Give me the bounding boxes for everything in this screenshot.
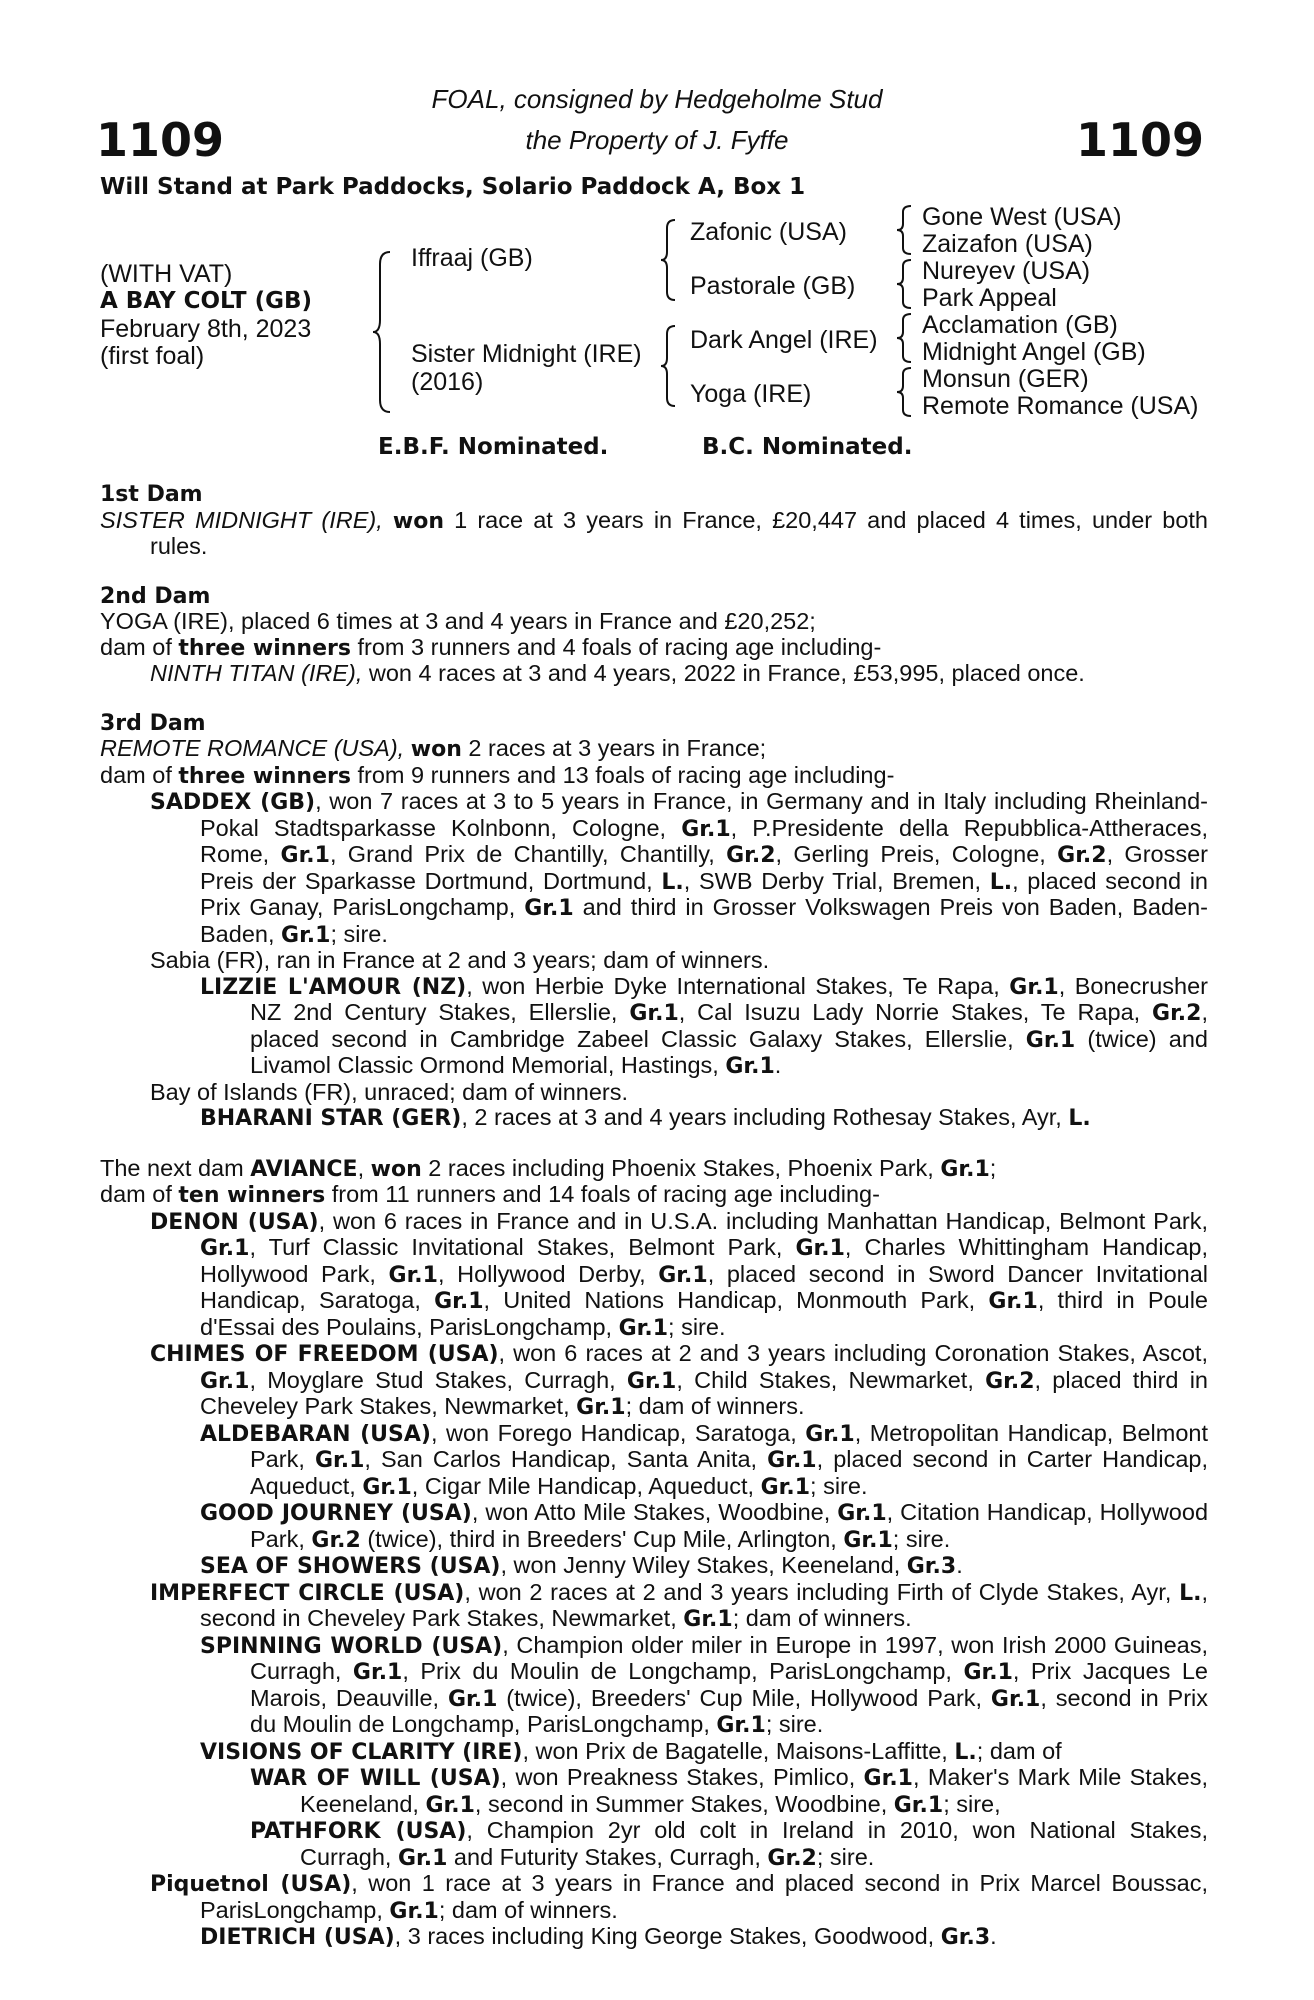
third-dam-line: REMOTE ROMANCE (USA), won 2 races at 3 years in France;: [100, 735, 767, 762]
spinning-world-entry: SPINNING WORLD (USA), Champion older miler in Europe in 1997, won Irish 2000 Guineas, Curragh, Gr.1, Prix du Moulin de Longchamp, ParisLongchamp, Gr.1, Prix Jacques Le Marois, Deauville, Gr.1 (twice), Breeders' Cup Mile, Hollywood Park, Gr.1, second in Prix du Moulin de Longchamp, ParisLongchamp, Gr.1; sire.: [200, 1631, 1208, 1738]
gg-1: Gone West (USA): [922, 203, 1122, 231]
pedigree-brace-main: [372, 250, 394, 415]
sire-sire-name: Zafonic (USA): [690, 218, 847, 246]
pedigree-brace-g1: [896, 204, 914, 256]
catalogue-body: [100, 482, 1208, 1951]
next-dam-line: The next dam AVIANCE, won 2 races including Phoenix Stakes, Phoenix Park, Gr.1;: [100, 1154, 997, 1182]
dietrich-entry: DIETRICH (USA), 3 races including King George Stakes, Goodwood, Gr.3.: [200, 1923, 997, 1950]
chimes-entry: CHIMES OF FREEDOM (USA), won 6 races at 2 and 3 years including Coronation Stakes, Ascot, Gr.1, Moyglare Stud Stakes, Curragh, Gr.1, Child Stakes, Newmarket, Gr.2, placed third in Cheveley Park Stakes, Newmarket, Gr.1; dam of winners.: [150, 1340, 1209, 1420]
lizzie-entry: LIZZIE L'AMOUR (NZ), won Herbie Dyke International Stakes, Te Rapa, Gr.1, Bonecrusher NZ 2nd Century Stakes, Ellerslie, Gr.1, Cal Isuzu Lady Norrie Stakes, Te Rapa, Gr.2, placed second in Cambridge Zabeel Classic Galaxy Stakes, Ellerslie, Gr.1 (twice) and Livamol Classic Ormond Memorial, Hastings, Gr.1.: [200, 972, 1208, 1079]
aldebaran-entry: ALDEBARAN (USA), won Forego Handicap, Saratoga, Gr.1, Metropolitan Handicap, Belmont Park, Gr.1, San Carlos Handicap, Santa Anita, Gr.1, placed second in Carter Handicap, Aqueduct, Gr.1, Cigar Mile Handicap, Aqueduct, Gr.1; sire.: [200, 1419, 1209, 1500]
saddex-entry: SADDEX (GB), won 7 races at 3 to 5 years in France, in Germany and in Italy including Rheinland-Pokal Stadtsparkasse Kolnbonn, Cologne, Gr.1, P.Presidente della Repubblica-Attheraces, Rome, Gr.1, Grand Prix de Chantilly, Chantilly, Gr.2, Gerling Preis, Cologne, Gr.2, Grosser Preis der Sparkasse Dortmund, Dortmund, L., SWB Derby Trial, Bremen, L., placed second in Prix Ganay, ParisLongchamp, Gr.1 and third in Grosser Volkswagen Preis von Baden, Baden-Baden, Gr.1; sire.: [150, 788, 1209, 948]
pathfork-entry: PATHFORK (USA), Champion 2yr old colt in Ireland in 2010, won National Stakes, Curragh, Gr.1 and Futurity Stakes, Curragh, Gr.2; sire.: [250, 1817, 1208, 1871]
denon-entry: DENON (USA), won 6 races in France and in U.S.A. including Manhattan Handicap, Belmont Park, Gr.1, Turf Classic Invitational Stakes, Belmont Park, Gr.1, Charles Whittingham Handicap, Hollywood Park, Gr.1, Hollywood Derby, Gr.1, placed second in Sword Dancer Invitational Handicap, Saratoga, Gr.1, United Nations Handicap, Monmouth Park, Gr.1, third in Poule d'Essai des Poulains, ParisLongchamp, Gr.1; sire.: [150, 1207, 1209, 1341]
pedigree-brace-dam: [660, 324, 678, 408]
gg-8: Remote Romance (USA): [922, 392, 1199, 420]
first-dam-entry: SISTER MIDNIGHT (IRE), won 1 race at 3 years in France, £20,447 and placed 4 times, under both rules.: [100, 506, 1208, 559]
vat-note: (WITH VAT): [100, 260, 233, 288]
bc-nomination: B.C. Nominated.: [702, 434, 913, 460]
gg-2: Zaizafon (USA): [922, 230, 1093, 258]
third-dam-produce: dam of three winners from 9 runners and 13 foals of racing age including-: [100, 761, 895, 789]
war-of-will-entry: WAR OF WILL (USA), won Preakness Stakes, Pimlico, Gr.1, Maker's Mark Mile Stakes, Keeneland, Gr.1, second in Summer Stakes, Woodbine, Gr.1; sire,: [250, 1764, 1208, 1818]
property-line: the Property of J. Fyffe: [525, 125, 789, 155]
first-dam-heading: 1st Dam: [100, 482, 203, 507]
lot-number-left: 1109: [96, 113, 225, 167]
pedigree-brace-sire: [660, 218, 678, 302]
gg-7: Monsun (GER): [922, 365, 1089, 393]
horse-name: A BAY COLT (GB): [100, 288, 313, 314]
visions-of-clarity-entry: VISIONS OF CLARITY (IRE), won Prix de Bagatelle, Maisons-Laffitte, L.; dam of: [200, 1737, 1062, 1765]
bharani-entry: BHARANI STAR (GER), 2 races at 3 and 4 years including Rothesay Stakes, Ayr, L.: [200, 1104, 1091, 1131]
pedigree-brace-g3: [896, 312, 914, 364]
gg-3: Nureyev (USA): [922, 257, 1091, 285]
stand-location: Will Stand at Park Paddocks, Solario Paddock A, Box 1: [100, 174, 806, 200]
gg-5: Acclamation (GB): [922, 311, 1118, 339]
second-dam-heading: 2nd Dam: [100, 583, 211, 609]
dam-name: Sister Midnight (IRE): [411, 340, 642, 368]
next-dam-produce: dam of ten winners from 11 runners and 14 foals of racing age including-: [100, 1181, 880, 1208]
ebf-nomination: E.B.F. Nominated.: [378, 434, 609, 460]
dam-year: (2016): [411, 368, 484, 396]
gg-6: Midnight Angel (GB): [922, 338, 1146, 366]
second-dam-produce: dam of three winners from 3 runners and 4 foals of racing age including-: [100, 633, 882, 661]
bay-of-islands-entry: Bay of Islands (FR), unraced; dam of winners.: [150, 1078, 629, 1105]
foaling-date: February 8th, 2023: [100, 315, 312, 343]
third-dam-heading: 3rd Dam: [100, 710, 206, 736]
first-dam-name: SISTER MIDNIGHT (IRE),: [100, 506, 383, 533]
dam-sire-name: Dark Angel (IRE): [690, 326, 878, 354]
sire-dam-name: Pastorale (GB): [690, 272, 856, 300]
piquetnol-entry: Piquetnol (USA), won 1 race at 3 years in France and placed second in Prix Marcel Boussac, ParisLongchamp, Gr.1; dam of winners.: [150, 1870, 1208, 1924]
lot-number-right: 1109: [1075, 113, 1204, 167]
sire-name: Iffraaj (GB): [411, 244, 533, 272]
dam-dam-name: Yoga (IRE): [690, 380, 812, 408]
pedigree-brace-g2: [896, 258, 914, 310]
gg-4: Park Appeal: [922, 284, 1057, 312]
second-dam-line: YOGA (IRE), placed 6 times at 3 and 4 years in France and £20,252;: [100, 608, 816, 634]
consignor-line: FOAL, consigned by Hedgeholme Stud: [431, 84, 883, 114]
sabia-entry: Sabia (FR), ran in France at 2 and 3 years; dam of winners.: [150, 947, 770, 973]
imperfect-circle-entry: IMPERFECT CIRCLE (USA), won 2 races at 2 and 3 years including Firth of Clyde Stakes, Ayr, L., second in Cheveley Park Stakes, Newmarket, Gr.1; dam of winners.: [150, 1578, 1208, 1632]
pedigree-brace-g4: [896, 366, 914, 418]
foal-note: (first foal): [100, 342, 205, 370]
ninth-titan-entry: NINTH TITAN (IRE), won 4 races at 3 and 4 years, 2022 in France, £53,995, placed once.: [150, 660, 1085, 686]
good-journey-entry: GOOD JOURNEY (USA), won Atto Mile Stakes, Woodbine, Gr.1, Citation Handicap, Hollywood Park, Gr.2 (twice), third in Breeders' Cup Mile, Arlington, Gr.1; sire.: [200, 1499, 1209, 1553]
sea-of-showers-entry: SEA OF SHOWERS (USA), won Jenny Wiley Stakes, Keeneland, Gr.3.: [200, 1552, 963, 1579]
